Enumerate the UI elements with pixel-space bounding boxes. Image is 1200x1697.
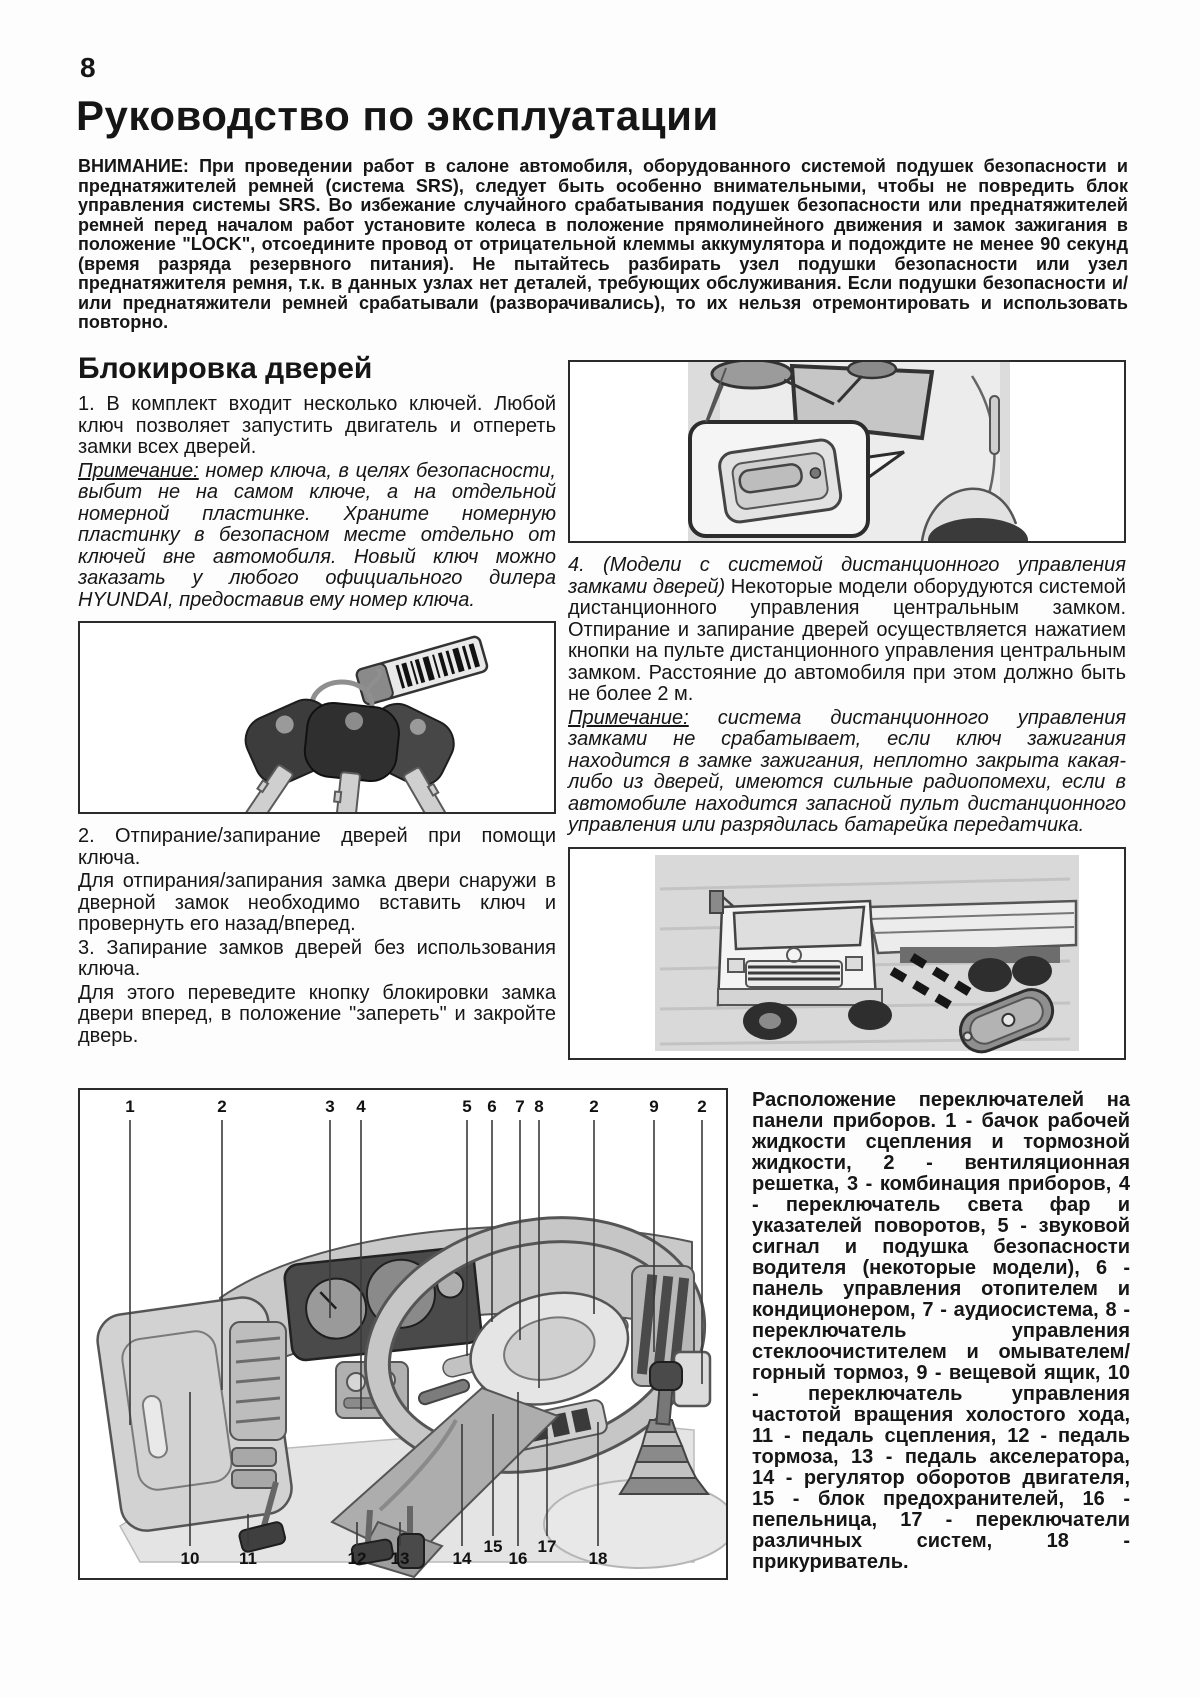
note-label: Примечание:	[568, 706, 689, 729]
callout-number: 10	[180, 1549, 200, 1568]
keys-illustration	[80, 623, 554, 812]
callout-number: 8	[534, 1097, 544, 1116]
paragraph-lock-without-key-detail: Для этого переведите кнопку блокировки замка двери вперед, в положение "запереть" и закройте дверь.	[78, 981, 556, 1047]
callout-number: 16	[508, 1549, 528, 1568]
callout-number: 5	[462, 1097, 472, 1116]
callout-number: 4	[356, 1097, 366, 1116]
paragraph-keys: 1. В комплект входит несколько ключей. Любой ключ позволяет запустить двигатель и отпереть замки всех дверей.	[78, 393, 556, 458]
dashboard-diagram	[78, 1088, 728, 1580]
callout-number: 2	[697, 1097, 707, 1116]
paragraph-unlock-with-key-detail: Для отпирания/запирания замка двери снаружи в дверной замок необходимо вставить ключ и провернуть его назад/вперед.	[78, 870, 556, 935]
paragraph-remote-locking	[568, 555, 1126, 706]
callout-number: 7	[515, 1097, 525, 1116]
paragraph-remote-locking-models: 4. (Модели с системой дистанционного управления замками дверей)	[568, 554, 1126, 598]
callout-number: 18	[588, 1549, 608, 1568]
srs-warning-paragraph: ВНИМАНИЕ: При проведении работ в салоне автомобиля, оборудованного системой подушек безопасности и преднатяжителей ремней (система SRS), следует быть особенно внимательными, чтобы не повредить блок управления системы SRS. Во избежание случайного срабатывания подушек безопасности или преднатяжителей ремней перед началом работ установите колеса в положение прямолинейного движения и замок зажигания в положение "LOCK", отсоедините провод от отрицательной клеммы аккумулятора и подождите не менее 90 секунд (время разряда резервного питания). Не пытайтесь разбирать узел подушки безопасности или узел преднатяжителя ремня, т.к. в данных узлах нет деталей, требующих обслуживания. Если подушки безопасности и/или преднатяжители ремней срабатывали (разворачивались), то их нельзя отремонтировать и использовать повторно.	[78, 156, 1128, 332]
paragraph-lock-without-key: 3. Запирание замков дверей без использования ключа.	[78, 936, 556, 980]
callout-number: 12	[347, 1549, 367, 1568]
callout-number: 6	[487, 1097, 497, 1116]
callout-number: 15	[483, 1537, 503, 1556]
door-illustration	[570, 362, 1124, 541]
page-number: 8	[80, 52, 96, 83]
callout-number: 14	[452, 1549, 472, 1568]
keys-photo	[78, 621, 556, 814]
right-column	[568, 360, 1126, 1060]
dashboard-caption: Расположение переключателей на панели приборов. 1 - бачок рабочей жидкости сцепления и тормозной жидкости, 2 - вентиляционная решетка, 3 - комбинация приборов, 4 - переключатель света фар и указателей поворотов, 5 - звуковой сигнал и подушка безопасности водителя (некоторые модели), 6 - панель управления отопителем и кондиционером, 7 - аудиосистема, 8 - переключатель управления стеклоочистителем и омывателем/ горный тормоз, 9 - вещевой ящик, 10 - переключатель управления частотой вращения холостого хода, 11 - педаль сцепления, 12 - педаль тормоза, 13 - педаль акселератора, 14 - регулятор оборотов двигателя, 15 - блок предохранителей, 16 - пепельница, 17 - переключатели различных систем, 18 - прикуриватель.	[752, 1089, 1130, 1573]
callout-number: 2	[217, 1097, 227, 1116]
callout-number: 1	[125, 1097, 135, 1116]
left-column	[78, 352, 556, 1049]
callout-number: 9	[649, 1097, 659, 1116]
note-remote-system	[568, 708, 1126, 837]
paragraph-remote-locking-text: Некоторые модели оборудуются системой дистанционного управления центральным замком. Отпирание и запирание дверей осуществляется нажатием кнопки на пульте дистанционного управления центральным замком. Расстояние до автомобиля при этом должно быть не более 2 м.	[568, 575, 1126, 705]
truck-illustration	[570, 849, 1124, 1058]
note-key-number	[78, 461, 556, 612]
callout-number: 3	[325, 1097, 335, 1116]
dashboard-illustration	[80, 1090, 726, 1578]
callout-number: 2	[589, 1097, 599, 1116]
note-label: Примечание:	[78, 459, 199, 482]
callout-number: 11	[239, 1549, 257, 1568]
note-text: система дистанционного управления замками не срабатывает, если ключ зажигания находится в замке зажигания, неплотно закрыта какая-либо из дверей, имеются сильные радиопомехи, если в автомобиле находится запасной пульт дистанционного управления или разрядилась батарейка передатчика.	[568, 706, 1126, 836]
callout-number: 13	[390, 1549, 410, 1568]
truck-remote-photo	[568, 847, 1126, 1060]
note-text: номер ключа, в целях безопасности, выбит не на самом ключе, а на отдельной номерной пластинке. Храните номерную пластинку в безопасном месте отдельно от ключей вне автомобиля. Новый ключ можно заказать у любого официального дилера HYUNDAI, предоставив ему номер ключа.	[78, 459, 556, 611]
callout-number: 17	[537, 1537, 557, 1556]
page-title: Руководство по эксплуатации	[76, 92, 719, 139]
paragraph-unlock-with-key: 2. Отпирание/запирание дверей при помощи ключа.	[78, 825, 556, 869]
door-handle-photo	[568, 360, 1126, 543]
section-heading-door-locking: Блокировка дверей	[78, 352, 373, 385]
